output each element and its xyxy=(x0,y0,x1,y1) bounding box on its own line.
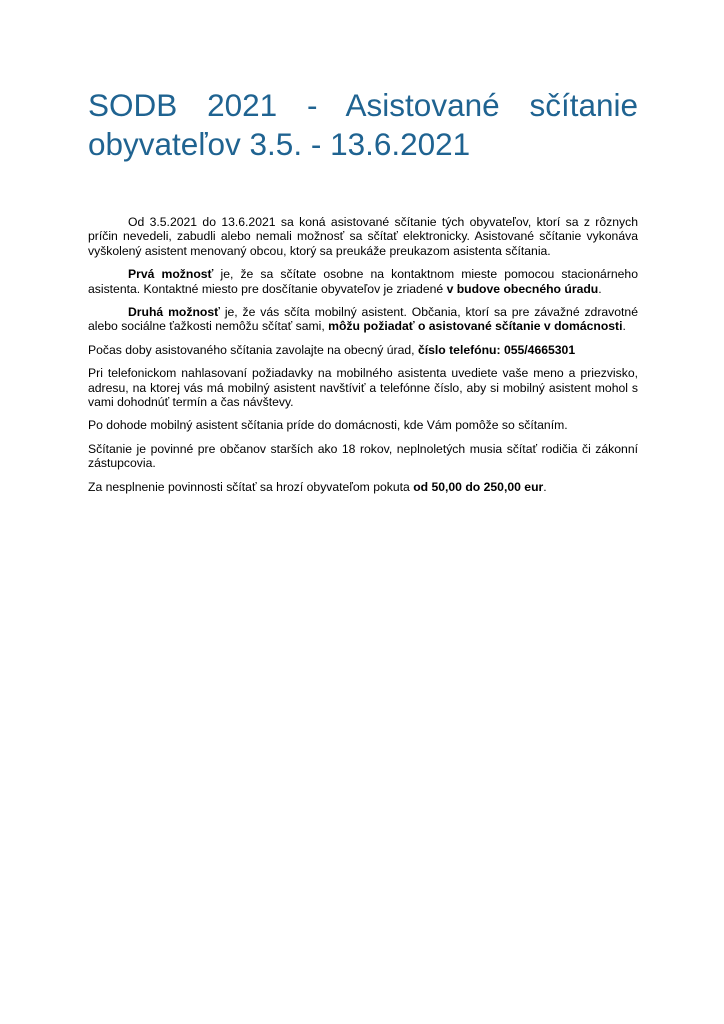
paragraph-first-option xyxy=(88,267,638,296)
second-option-label: Druhá možnosť xyxy=(128,305,220,320)
second-option-end: . xyxy=(622,319,626,334)
phone-number: číslo telefónu: 055/4665301 xyxy=(417,342,576,357)
paragraph-intro: Od 3.5.2021 do 13.6.2021 sa koná asistované sčítanie tých obyvateľov, ktorí sa z rôznych príčin nevedeli, zabudli alebo nemali možnosť sa sčítať elektronicky. Asistované sčítanie vykonáva vyškolený asistent menovaný obcou, ktorý sa preukáže preukazom asistenta sčítania. xyxy=(88,215,638,258)
first-option-text: je, že sa sčítate osobne na kontaktnom mieste pomocou stacionárneho asistenta. Kontaktné miesto pre dosčítanie obyvateľov je zriadené xyxy=(88,267,638,296)
first-option-end: . xyxy=(598,281,602,296)
paragraph-obligation: Sčítanie je povinné pre občanov starších ako 18 rokov, neplnoletých musia sčítať rodičia či zákonní zástupcovia. xyxy=(88,441,638,471)
paragraph-phone xyxy=(88,343,638,357)
first-option-label: Prvá možnosť xyxy=(128,267,214,282)
paragraph-fine xyxy=(88,480,638,494)
paragraph-phone-details: Pri telefonickom nahlasovaní požiadavky na mobilného asistenta uvediete vaše meno a priezvisko, adresu, na ktorej vás má mobilný asistent navštíviť a telefónne číslo, aby si mobilný asistent mohol s vami dohodnúť termín a čas návštevy. xyxy=(88,366,638,410)
contact-place: v budove obecného úradu xyxy=(446,281,599,296)
document-page xyxy=(88,86,638,503)
fine-end: . xyxy=(543,479,547,494)
home-request: môžu požiadať o asistované sčítanie v domácnosti xyxy=(328,319,623,334)
second-option-text: je, že vás sčíta mobilný asistent. Občania, ktorí sa pre závažné zdravotné alebo sociálne ťažkosti nemôžu sčítať sami, xyxy=(88,305,638,334)
fine-intro: Za nesplnenie povinnosti sčítať sa hrozí obyvateľom pokuta xyxy=(88,479,414,494)
paragraph-visit: Po dohode mobilný asistent sčítania príde do domácnosti, kde Vám pomôže so sčítaním. xyxy=(88,418,568,433)
document-title: SODB 2021 - Asistované sčítanie obyvateľov 3.5. - 13.6.2021 xyxy=(88,87,638,162)
paragraph-second-option xyxy=(88,305,638,334)
fine-amount: od 50,00 do 250,00 eur xyxy=(413,479,544,494)
phone-intro: Počas doby asistovaného sčítania zavolajte na obecný úrad, xyxy=(88,342,418,357)
